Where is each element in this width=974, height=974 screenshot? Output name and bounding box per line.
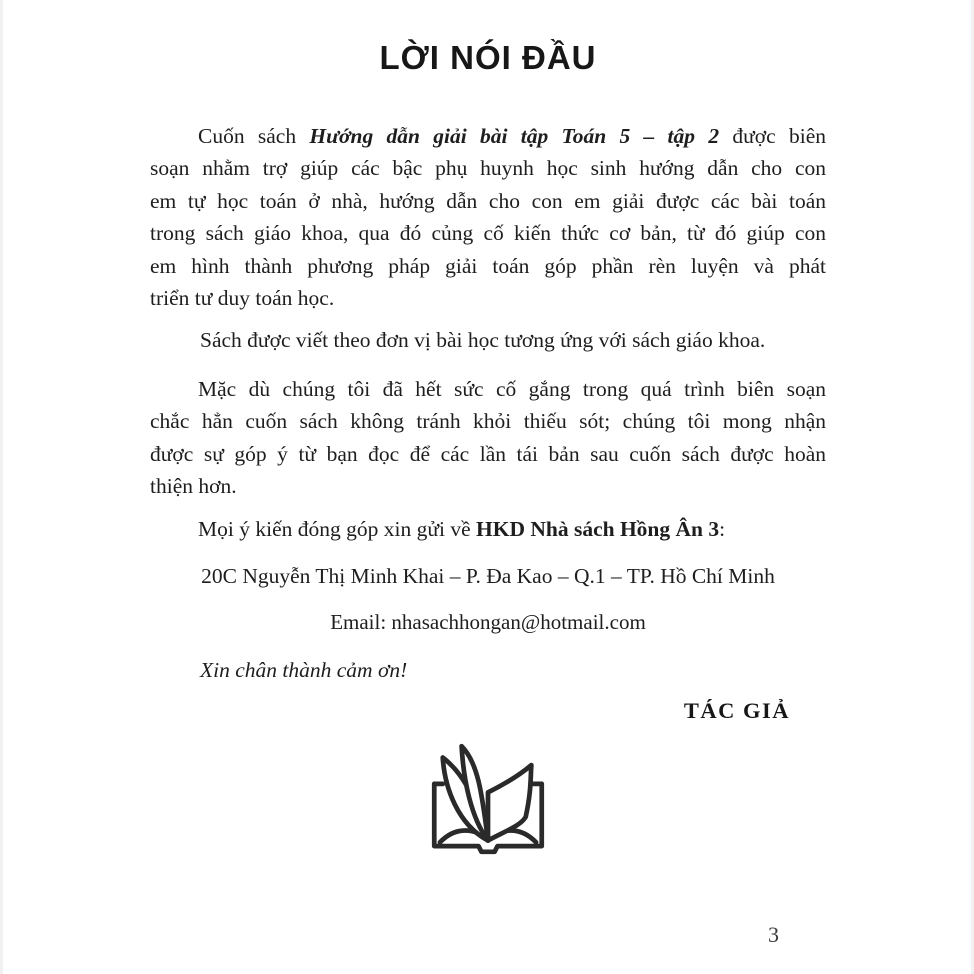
text-line — [150, 217, 826, 249]
text-segment: triển tư duy toán học. — [150, 286, 335, 311]
text-line — [150, 250, 826, 282]
author-signature: TÁC GIẢ — [683, 697, 790, 723]
text-line — [150, 152, 826, 184]
publisher-email: Email: nhasachhongan@hotmail.com — [330, 610, 646, 635]
text-segment: trong sách giáo khoa, qua đó củng cố kiến thức cơ bản, từ đó giúp con — [150, 221, 826, 246]
text-segment: được biên — [719, 124, 826, 148]
text-line — [150, 438, 826, 470]
text-segment: : — [719, 517, 726, 542]
text-segment: em tự học toán ở nhà, hướng dẫn cho con em giải được các bài toán — [150, 188, 826, 213]
text-line — [150, 185, 826, 217]
text-segment: Cuốn sách — [198, 124, 310, 148]
paragraph-apology — [150, 373, 826, 503]
page-title: LỜI NÓI ĐẦU — [379, 39, 597, 76]
text-segment-book-title: Hướng dẫn giải bài tập Toán 5 – tập 2 — [309, 124, 720, 148]
page-number: 3 — [768, 922, 779, 947]
text-segment: Mặc dù chúng tôi đã hết sức cố gắng trong quá trình biên soạn — [198, 376, 826, 401]
paragraph-structure: Sách được viết theo đơn vị bài học tương ứng với sách giáo khoa. — [200, 328, 766, 353]
text-line — [150, 513, 826, 545]
text-segment: em hình thành phương pháp giải toán góp phần rèn luyện và phát — [150, 253, 826, 278]
text-segment: thiện hơn. — [150, 474, 237, 499]
open-book-icon — [150, 736, 826, 867]
paragraph-feedback — [150, 513, 826, 545]
text-line — [150, 470, 826, 502]
text-segment: soạn nhằm trợ giúp các bậc phụ huynh học sinh hướng dẫn cho con — [150, 156, 826, 181]
text-segment: Mọi ý kiến đóng góp xin gửi về — [198, 517, 476, 542]
paragraph-introduction — [150, 120, 826, 314]
text-line — [150, 373, 826, 405]
publisher-address: 20C Nguyễn Thị Minh Khai – P. Đa Kao – Q.1 – TP. Hồ Chí Minh — [201, 563, 775, 588]
thanks-note: Xin chân thành cảm ơn! — [200, 658, 408, 683]
page-content — [150, 0, 826, 867]
text-line — [150, 120, 826, 152]
text-segment-bold: HKD Nhà sách Hồng Ân 3 — [476, 517, 720, 542]
text-line — [150, 282, 826, 314]
text-line — [150, 405, 826, 437]
text-segment: chắc hẳn cuốn sách không tránh khỏi thiếu sót; chúng tôi mong nhận — [150, 409, 826, 434]
text-segment: được sự góp ý từ bạn đọc để các lần tái bản sau cuốn sách được hoàn — [150, 441, 826, 466]
